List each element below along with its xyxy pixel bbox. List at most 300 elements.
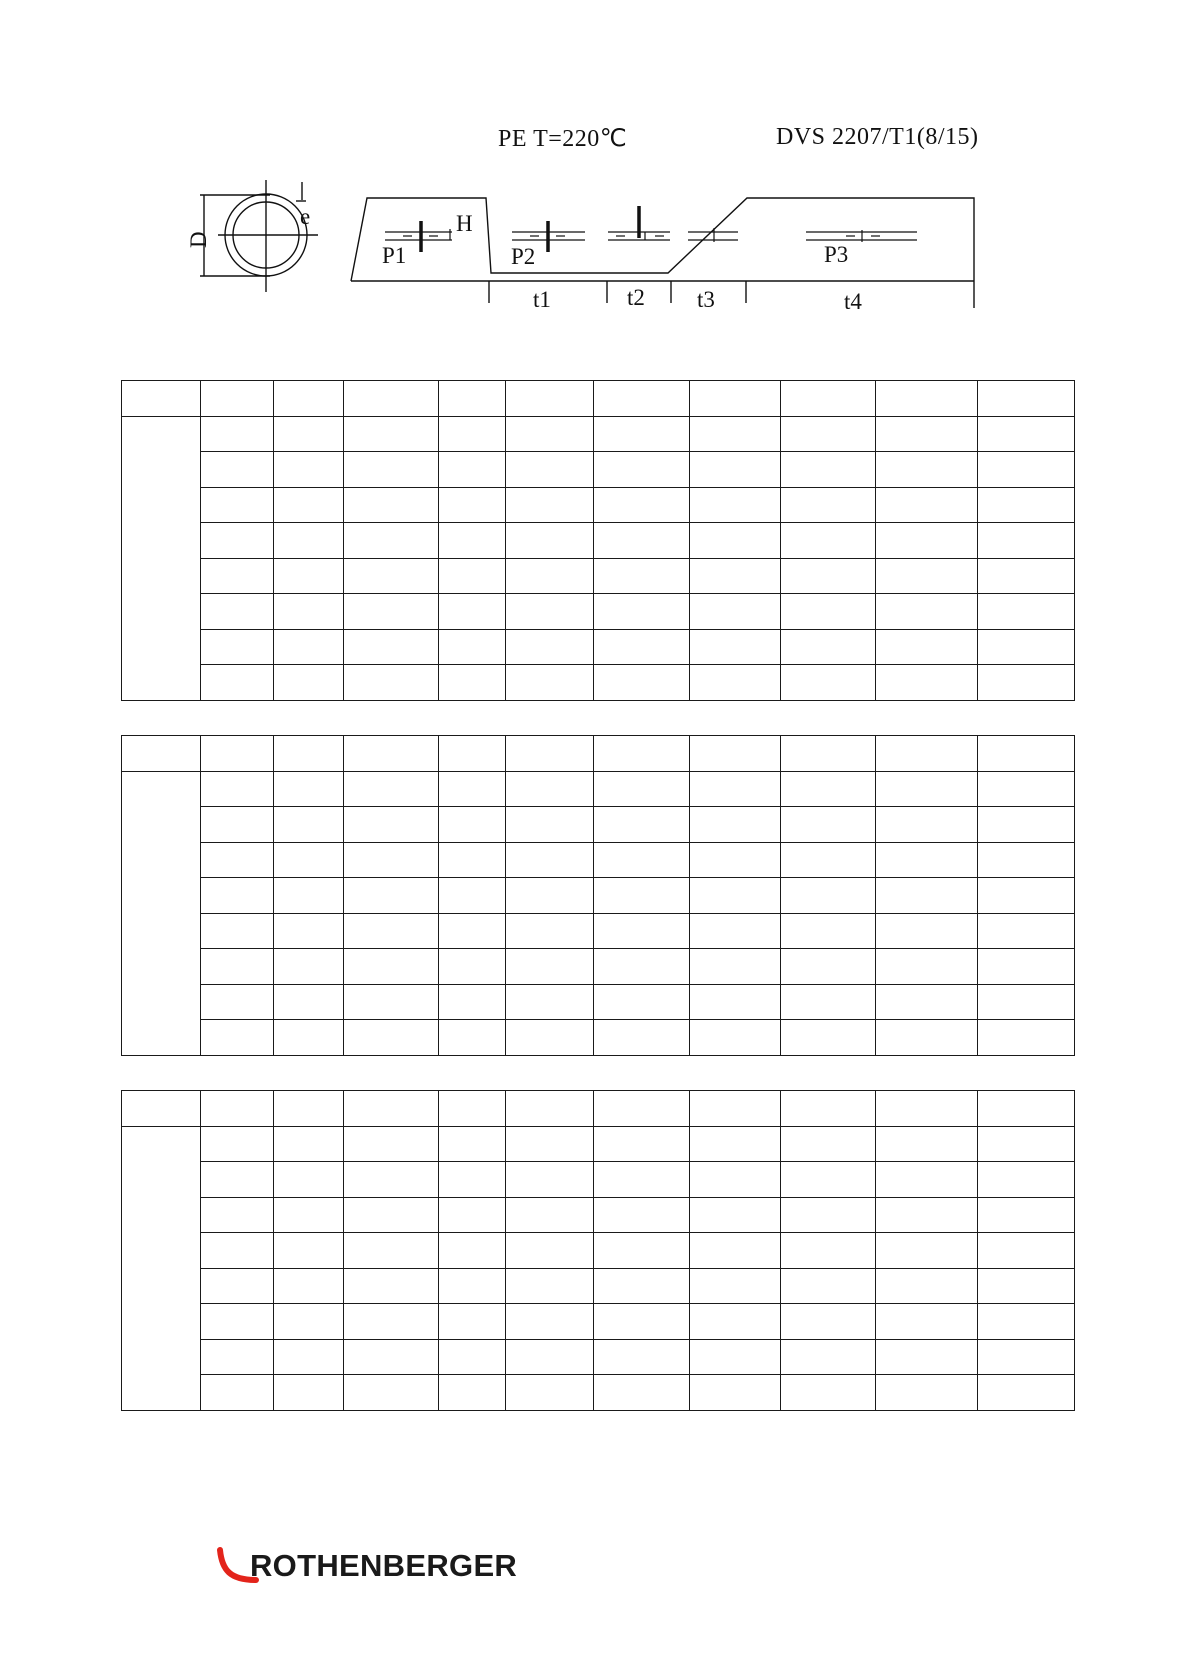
table-row [122,807,1075,843]
table-cell [439,1375,506,1411]
table-cell [594,1233,690,1269]
table-cell [274,1339,344,1375]
table-row [122,629,1075,665]
table-cell [978,665,1075,701]
table-cell [274,452,344,488]
table-cell [690,665,781,701]
table-row [122,1304,1075,1340]
table-row [122,1091,1075,1127]
table-cell [594,487,690,523]
table-cell [876,878,978,914]
table-row [122,452,1075,488]
pressure-time-profile [351,198,974,308]
table-cell [506,1126,594,1162]
table-cell [201,878,274,914]
table-cell [122,736,201,772]
table-cell [344,416,439,452]
table-cell [344,452,439,488]
t1-label: t1 [533,287,551,312]
table-cell [978,487,1075,523]
table-cell [344,949,439,985]
table-cell [690,878,781,914]
table-cell [344,807,439,843]
table-row [122,913,1075,949]
table-cell [876,629,978,665]
table-cell [876,807,978,843]
table-cell [978,1304,1075,1340]
table-cell [506,878,594,914]
table-cell [201,1375,274,1411]
table-cell [344,913,439,949]
table-cell [201,381,274,417]
table-cell [594,629,690,665]
table-cell [781,629,876,665]
table-cell [690,558,781,594]
table-cell [781,1375,876,1411]
table-cell [781,736,876,772]
table-cell [201,558,274,594]
table-cell [594,1375,690,1411]
table-cell [781,523,876,559]
table-cell [439,842,506,878]
table-cell [122,381,201,417]
table-cell [594,594,690,630]
table-cell [781,984,876,1020]
t4-label: t4 [844,289,862,314]
table-cell [506,558,594,594]
table-cell [201,594,274,630]
table-row [122,949,1075,985]
table-cell [690,1233,781,1269]
table-cell [594,984,690,1020]
table-cell [978,949,1075,985]
table-cell [439,1162,506,1198]
table-cell [506,452,594,488]
table-cell [201,416,274,452]
table-cell [439,523,506,559]
table-cell [781,807,876,843]
table-cell [439,913,506,949]
table-cell [274,523,344,559]
table-cell [781,842,876,878]
table-cell [594,558,690,594]
table-cell [876,416,978,452]
table-cell [344,381,439,417]
table-cell [506,1268,594,1304]
table-cell [690,452,781,488]
table-cell [978,736,1075,772]
table-cell [876,984,978,1020]
table-cell [876,594,978,630]
table-cell [594,1020,690,1056]
table-cell [876,1304,978,1340]
p2-label: P2 [511,244,536,269]
table-cell [506,1020,594,1056]
table-cell [274,1197,344,1233]
table-cell [201,913,274,949]
table-cell [274,665,344,701]
table-row [122,1020,1075,1056]
pipe-cross-section [200,180,318,292]
p3-label: P3 [824,242,849,267]
table-cell [594,523,690,559]
table-cell [344,523,439,559]
table-row [122,1233,1075,1269]
table-cell [274,842,344,878]
table-cell [201,452,274,488]
table-cell [690,913,781,949]
table-cell [690,1162,781,1198]
table-cell [594,452,690,488]
table-cell [978,1020,1075,1056]
table-cell [344,1268,439,1304]
table-cell [274,1304,344,1340]
rothenberger-logo [216,1546,516,1596]
table-cell [781,1339,876,1375]
table-row [122,381,1075,417]
table-cell [781,1268,876,1304]
table-cell [439,771,506,807]
table-cell [978,842,1075,878]
t2-label: t2 [627,285,645,310]
table-cell [781,416,876,452]
table-cell [690,594,781,630]
table-cell [506,381,594,417]
table-cell [876,842,978,878]
table-row [122,487,1075,523]
table-cell [439,1268,506,1304]
table-cell [876,452,978,488]
table-row [122,523,1075,559]
table-cell [781,381,876,417]
table-cell [978,771,1075,807]
table-cell [690,736,781,772]
table-cell [594,771,690,807]
table-cell [978,1162,1075,1198]
table-cell [439,594,506,630]
table-cell [978,1126,1075,1162]
table-cell [439,629,506,665]
table-cell [781,1091,876,1127]
t3-label: t3 [697,287,715,312]
table-cell [122,1126,201,1410]
table-cell [506,984,594,1020]
table-cell [876,487,978,523]
table-row [122,1126,1075,1162]
table-cell [978,523,1075,559]
table-cell [876,523,978,559]
table-cell [690,842,781,878]
table-cell [690,1304,781,1340]
table-cell [690,1126,781,1162]
table-cell [876,1162,978,1198]
table-cell [781,1126,876,1162]
table-cell [122,416,201,700]
table-cell [506,665,594,701]
table-cell [506,949,594,985]
table-cell [439,558,506,594]
table-cell [594,736,690,772]
table-cell [594,1197,690,1233]
welding-cycle-diagram [0,0,1185,340]
table-cell [344,771,439,807]
table-cell [690,629,781,665]
table-cell [274,913,344,949]
table-cell [978,1268,1075,1304]
table-cell [876,1197,978,1233]
table-cell [876,558,978,594]
table-cell [344,1126,439,1162]
table-cell [690,416,781,452]
table-cell [594,842,690,878]
parameter-table-1 [121,380,1075,701]
material-temperature-heading: PE T=220℃ [498,126,628,152]
table-cell [876,1233,978,1269]
table-cell [781,878,876,914]
table-row [122,984,1075,1020]
table-cell [122,1091,201,1127]
table-cell [439,878,506,914]
table-cell [439,1233,506,1269]
table-cell [781,665,876,701]
table-cell [876,1020,978,1056]
table-cell [201,949,274,985]
table-cell [274,949,344,985]
table-cell [506,736,594,772]
table-cell [781,1162,876,1198]
table-row [122,842,1075,878]
table-cell [876,949,978,985]
table-cell [201,1162,274,1198]
table-cell [978,984,1075,1020]
table-row [122,558,1075,594]
table-cell [978,1197,1075,1233]
table-cell [344,1197,439,1233]
table-cell [506,594,594,630]
table-cell [506,416,594,452]
table-cell [594,1126,690,1162]
table-cell [344,487,439,523]
table-cell [274,629,344,665]
table-cell [690,984,781,1020]
parameter-table-2 [121,735,1075,1056]
table-cell [690,1268,781,1304]
parameter-table-3 [121,1090,1075,1411]
table-cell [344,1162,439,1198]
table-cell [201,487,274,523]
table-cell [274,416,344,452]
table-cell [122,771,201,1055]
table-row [122,771,1075,807]
table-cell [274,984,344,1020]
table-cell [439,1339,506,1375]
table-cell [978,381,1075,417]
table-cell [201,1304,274,1340]
table-cell [201,1268,274,1304]
table-row [122,1268,1075,1304]
p1-label: P1 [382,243,407,268]
table-row [122,665,1075,701]
table-cell [978,416,1075,452]
table-cell [506,842,594,878]
table-cell [978,807,1075,843]
table-cell [274,736,344,772]
table-cell [781,913,876,949]
table-row [122,1339,1075,1375]
table-cell [594,1162,690,1198]
table-cell [978,594,1075,630]
table-cell [344,1020,439,1056]
table-cell [978,629,1075,665]
table-cell [201,984,274,1020]
table-cell [594,913,690,949]
standard-heading: DVS 2207/T1(8/15) [776,124,979,150]
table-cell [781,1304,876,1340]
table-row [122,878,1075,914]
table-cell [690,1197,781,1233]
table-cell [274,1268,344,1304]
table-cell [876,1339,978,1375]
table-cell [506,1233,594,1269]
table-cell [439,416,506,452]
table-cell [274,1375,344,1411]
table-cell [201,1126,274,1162]
table-cell [439,736,506,772]
wall-thickness-label: e [300,204,311,229]
table-cell [506,1091,594,1127]
table-cell [201,523,274,559]
brand-name: ROTHENBERGER [250,1548,518,1583]
table-cell [876,771,978,807]
table-cell [274,807,344,843]
bead-height-label: H [456,211,473,236]
table-cell [781,487,876,523]
table-cell [344,842,439,878]
table-cell [594,878,690,914]
table-cell [439,949,506,985]
table-cell [344,984,439,1020]
table-cell [274,878,344,914]
table-cell [201,1020,274,1056]
table-cell [594,949,690,985]
table-cell [506,1304,594,1340]
table-cell [594,1091,690,1127]
table-cell [781,949,876,985]
table-cell [506,523,594,559]
table-cell [274,1126,344,1162]
table-cell [594,1268,690,1304]
table-cell [781,1020,876,1056]
table-cell [506,1375,594,1411]
table-cell [344,1304,439,1340]
table-cell [594,1304,690,1340]
table-cell [274,558,344,594]
table-cell [344,878,439,914]
table-cell [439,665,506,701]
table-row [122,594,1075,630]
table-cell [876,736,978,772]
table-cell [344,558,439,594]
table-row [122,1375,1075,1411]
table-cell [201,1233,274,1269]
table-cell [690,949,781,985]
table-cell [201,736,274,772]
table-row [122,416,1075,452]
table-cell [439,1197,506,1233]
table-cell [506,487,594,523]
table-cell [876,913,978,949]
table-cell [439,1126,506,1162]
diameter-label: D [186,231,211,248]
table-cell [439,1020,506,1056]
table-cell [506,771,594,807]
table-cell [876,1268,978,1304]
table-cell [439,381,506,417]
table-cell [876,1091,978,1127]
table-cell [274,771,344,807]
table-cell [506,1197,594,1233]
table-cell [978,913,1075,949]
table-cell [876,665,978,701]
table-cell [439,984,506,1020]
table-cell [439,1091,506,1127]
table-cell [978,878,1075,914]
table-cell [274,1162,344,1198]
table-cell [978,1339,1075,1375]
table-cell [274,381,344,417]
table-cell [201,771,274,807]
table-cell [201,629,274,665]
table-cell [274,1091,344,1127]
table-cell [201,1197,274,1233]
table-cell [690,807,781,843]
table-cell [439,1304,506,1340]
table-cell [506,1339,594,1375]
table-cell [201,665,274,701]
table-cell [690,381,781,417]
table-cell [690,1020,781,1056]
table-cell [201,1091,274,1127]
table-cell [781,1197,876,1233]
table-cell [201,842,274,878]
table-cell [978,1375,1075,1411]
table-cell [594,381,690,417]
table-cell [344,665,439,701]
table-row [122,1197,1075,1233]
table-cell [344,736,439,772]
table-cell [978,1233,1075,1269]
table-cell [344,1375,439,1411]
table-cell [781,594,876,630]
table-cell [344,1339,439,1375]
table-cell [690,771,781,807]
table-cell [781,558,876,594]
table-cell [506,807,594,843]
table-cell [344,594,439,630]
table-cell [201,807,274,843]
table-row [122,1162,1075,1198]
table-cell [594,1339,690,1375]
table-cell [274,594,344,630]
table-cell [594,416,690,452]
table-cell [876,1375,978,1411]
table-cell [506,913,594,949]
table-cell [690,487,781,523]
table-cell [690,1375,781,1411]
table-cell [274,1020,344,1056]
table-cell [439,452,506,488]
table-cell [978,1091,1075,1127]
